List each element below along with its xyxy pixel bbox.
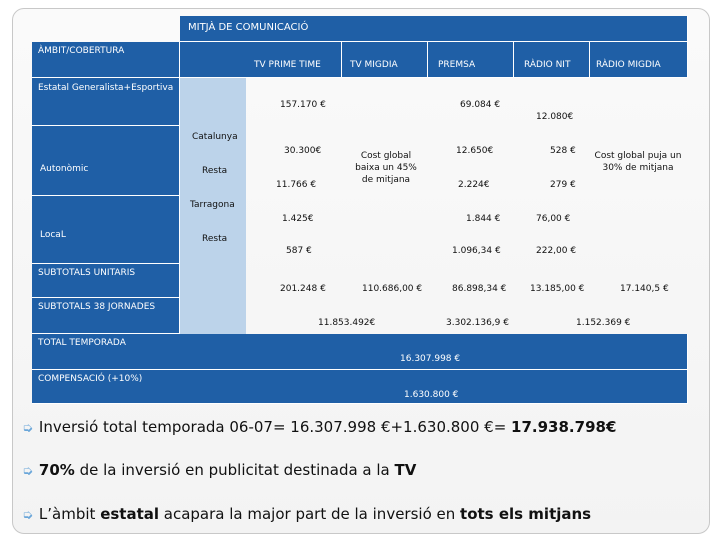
corner-cell (32, 42, 180, 78)
tarragona-radio-value: 76,00 € (536, 214, 571, 224)
subtotal-tv-prime-value: 201.248 € (280, 284, 326, 294)
bullet-arrow-icon: ➭ (22, 464, 33, 479)
header-radio-migdia-label: RÀDIO MIGDIA (596, 60, 661, 70)
estatal-tv-value: 157.170 € (280, 100, 326, 110)
catalunya-premsa-value: 12.650€ (456, 146, 494, 156)
bullet-3-bold2: tots els mitjans (460, 505, 592, 523)
bullet-2-bold: 70% (38, 461, 75, 479)
bullet-estatal (22, 505, 591, 523)
row-subtotals-jornades-sub (180, 298, 246, 334)
header-tv-migdia (342, 42, 428, 78)
catalunya-tv-value: 30.300€ (284, 146, 322, 156)
table-title-cell (180, 16, 688, 42)
row-autonomic-label: Autonòmic (40, 164, 89, 174)
row-autonomic-sub (180, 126, 246, 196)
row-total-temporada (32, 334, 688, 370)
bullet-2-text: de la inversió en publicitat destinada a la (74, 461, 395, 479)
bullet-3-text-a: L’àmbit (38, 505, 101, 523)
autonomic-sub-resta: Resta (202, 166, 228, 176)
row-subtotals-unitaris-sub (180, 264, 246, 298)
row-local-sub (180, 196, 246, 264)
jornades-radio-value: 1.152.369 € (576, 318, 631, 328)
estatal-radio-value: 12.080€ (536, 112, 574, 122)
header-premsa-label: PREMSA (438, 60, 476, 70)
table-title: MITJÀ DE COMUNICACIÓ (188, 22, 309, 33)
local-sub-resta: Resta (202, 234, 228, 244)
bullet-3-bold: estatal (100, 505, 160, 523)
bullet-arrow-icon: ➭ (22, 421, 33, 436)
row-subtotals-unitaris-label: SUBTOTALS UNITARIS (38, 268, 136, 278)
row-estatal-label: Estatal Generalista+Esportiva (38, 83, 174, 93)
header-tv-prime (180, 42, 342, 78)
header-tv-migdia-label: TV MIGDIA (350, 60, 398, 70)
row-subtotals-jornades-label-cell (32, 298, 180, 334)
compensacio-value: 1.630.800 € (404, 390, 459, 400)
bullet-3-text-b: acapara la major part de la inversió en (159, 505, 461, 523)
subtotal-tv-migdia-value: 110.686,00 € (362, 284, 423, 294)
header-radio-migdia (590, 42, 688, 78)
bullet-1-text: Inversió total temporada 06-07= 16.307.998 €+1.630.800 €= (38, 418, 512, 436)
header-radio-nit-label: RÀDIO NIT (524, 60, 571, 70)
autonomic-resta-premsa-value: 2.224€ (458, 180, 490, 190)
jornades-premsa-value: 3.302.136,9 € (446, 318, 509, 328)
row-subtotals-unitaris-label-cell (32, 264, 180, 298)
tarragona-tv-value: 1.425€ (282, 214, 314, 224)
local-sub-tarragona: Tarragona (190, 200, 235, 210)
row-local-label-cell (32, 196, 180, 264)
subtotal-radio-migdia-value: 17.140,5 € (620, 284, 669, 294)
header-premsa (428, 42, 514, 78)
local-resta-premsa-value: 1.096,34 € (452, 246, 501, 256)
header-radio-nit (514, 42, 590, 78)
tarragona-premsa-value: 1.844 € (466, 214, 501, 224)
total-temporada-value: 16.307.998 € (400, 354, 461, 364)
corner-label: ÀMBIT/COBERTURA (38, 46, 125, 56)
row-compensacio (32, 370, 688, 404)
row-local-label: LocaL (40, 230, 66, 240)
radio-migdia-note: Cost global puja un 30% de mitjana (594, 151, 682, 173)
bullet-arrow-icon: ➭ (22, 508, 33, 523)
header-tv-prime-label: TV PRIME TIME (254, 60, 321, 70)
bullet-tv-share (22, 461, 416, 479)
row-estatal-sub (180, 78, 246, 126)
bullet-2-bold2: TV (394, 461, 417, 479)
row-estatal-label-cell (32, 78, 180, 126)
autonomic-sub-catalunya: Catalunya (192, 132, 238, 142)
row-subtotals-jornades-label: SUBTOTALS 38 JORNADES (38, 302, 156, 312)
row-autonomic-label-cell (32, 126, 180, 196)
subtotal-radio-nit-value: 13.185,00 € (530, 284, 585, 294)
bullet-investment-total (22, 418, 616, 436)
local-resta-tv-value: 587 € (286, 246, 312, 256)
autonomic-resta-radio-value: 279 € (550, 180, 576, 190)
row-compensacio-label: COMPENSACIÓ (+10%) (38, 374, 143, 384)
bullet-1-bold: 17.938.798€ (511, 418, 617, 436)
estatal-premsa-value: 69.084 € (460, 100, 501, 110)
local-resta-radio-value: 222,00 € (536, 246, 577, 256)
catalunya-radio-value: 528 € (550, 146, 576, 156)
jornades-tv-value: 11.853.492€ (318, 318, 376, 328)
subtotal-premsa-value: 86.898,34 € (452, 284, 507, 294)
row-total-temporada-label: TOTAL TEMPORADA (38, 338, 126, 348)
tv-migdia-note: Cost global baixa un 45% de mitjana (355, 151, 417, 185)
autonomic-resta-tv-value: 11.766 € (276, 180, 317, 190)
